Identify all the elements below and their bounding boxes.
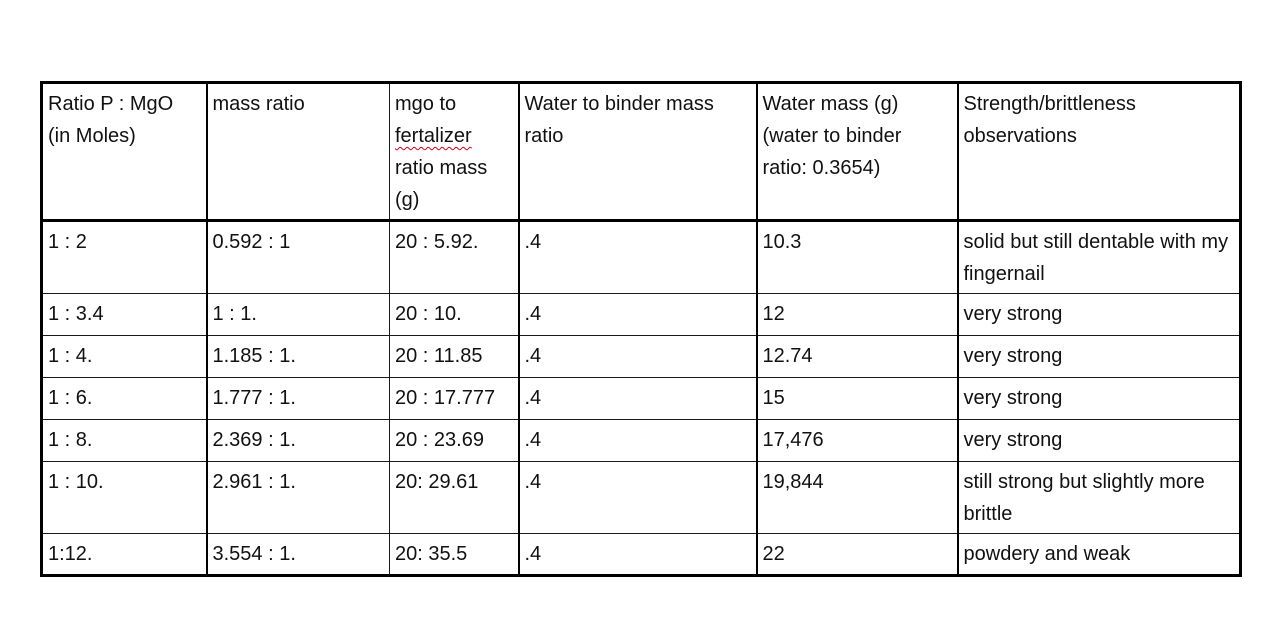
cell-mgo-mass: 20: 29.61 [390,462,519,534]
cell-ratio: 1 : 8. [42,420,207,462]
header-row [42,83,1241,221]
cell-strength: very strong [958,420,1241,462]
cell-water-binder: .4 [519,294,757,336]
header-water-binder [519,83,757,221]
cell-water-mass: 22 [757,534,958,576]
cell-water-binder: .4 [519,420,757,462]
table-row [42,221,1241,294]
table-row [42,420,1241,462]
cell-ratio: 1 : 10. [42,462,207,534]
cell-strength: very strong [958,294,1241,336]
header-water-mass-line2: (water to binder [762,125,902,147]
cell-ratio: 1 : 2 [42,221,207,294]
cell-ratio: 1 : 3.4 [42,294,207,336]
header-mgo-line4: (g) [395,189,420,211]
cell-water-mass: 12 [757,294,958,336]
table-row [42,462,1241,534]
header-water-binder-line1: Water to binder mass [524,93,714,115]
data-table [40,81,1242,577]
cell-strength: solid but still dentable with my fingernail [958,221,1241,294]
header-strength-line1: Strength/brittleness [963,93,1136,115]
header-ratio [42,83,207,221]
header-mgo-fertilizer [390,83,519,221]
cell-mgo-mass: 20: 35.5 [390,534,519,576]
table-row [42,336,1241,378]
table-row [42,294,1241,336]
cell-mgo-mass: 20 : 5.92. [390,221,519,294]
cell-mass-ratio: 1 : 1. [207,294,390,336]
cell-water-binder: .4 [519,221,757,294]
cell-mass-ratio: 1.185 : 1. [207,336,390,378]
cell-water-mass: 19,844 [757,462,958,534]
cell-ratio: 1:12. [42,534,207,576]
cell-strength: very strong [958,378,1241,420]
header-mgo-line2-misspelled: fertalizer [395,125,472,147]
cell-strength: very strong [958,336,1241,378]
cell-mass-ratio: 1.777 : 1. [207,378,390,420]
cell-water-mass: 17,476 [757,420,958,462]
header-mgo-line1: mgo to [395,93,457,115]
header-strength-line2: observations [963,125,1077,147]
cell-ratio: 1 : 6. [42,378,207,420]
header-mass-ratio [207,83,390,221]
header-ratio-line2: (in Moles) [48,125,136,147]
cell-water-mass: 15 [757,378,958,420]
table-row [42,534,1241,576]
header-strength [958,83,1241,221]
header-water-binder-line2: ratio [524,125,564,147]
cell-mgo-mass: 20 : 11.85 [390,336,519,378]
cell-strength: still strong but slightly more brittle [958,462,1241,534]
cell-water-mass: 10.3 [757,221,958,294]
cell-water-binder: .4 [519,336,757,378]
header-mass-ratio-text: mass ratio [212,93,305,115]
table-row [42,378,1241,420]
header-mgo-line3: ratio mass [395,157,488,179]
cell-mgo-mass: 20 : 23.69 [390,420,519,462]
cell-ratio: 1 : 4. [42,336,207,378]
header-water-mass-line1: Water mass (g) [762,93,899,115]
cell-water-binder: .4 [519,378,757,420]
cell-water-mass: 12.74 [757,336,958,378]
cell-water-binder: .4 [519,534,757,576]
header-ratio-line1: Ratio P : MgO [48,93,174,115]
cell-strength: powdery and weak [958,534,1241,576]
cell-mgo-mass: 20 : 17.777 [390,378,519,420]
cell-mgo-mass: 20 : 10. [390,294,519,336]
cell-mass-ratio: 0.592 : 1 [207,221,390,294]
header-water-mass [757,83,958,221]
cell-mass-ratio: 2.961 : 1. [207,462,390,534]
cell-mass-ratio: 3.554 : 1. [207,534,390,576]
cell-mass-ratio: 2.369 : 1. [207,420,390,462]
header-water-mass-line3: ratio: 0.3654) [762,157,881,179]
cell-water-binder: .4 [519,462,757,534]
